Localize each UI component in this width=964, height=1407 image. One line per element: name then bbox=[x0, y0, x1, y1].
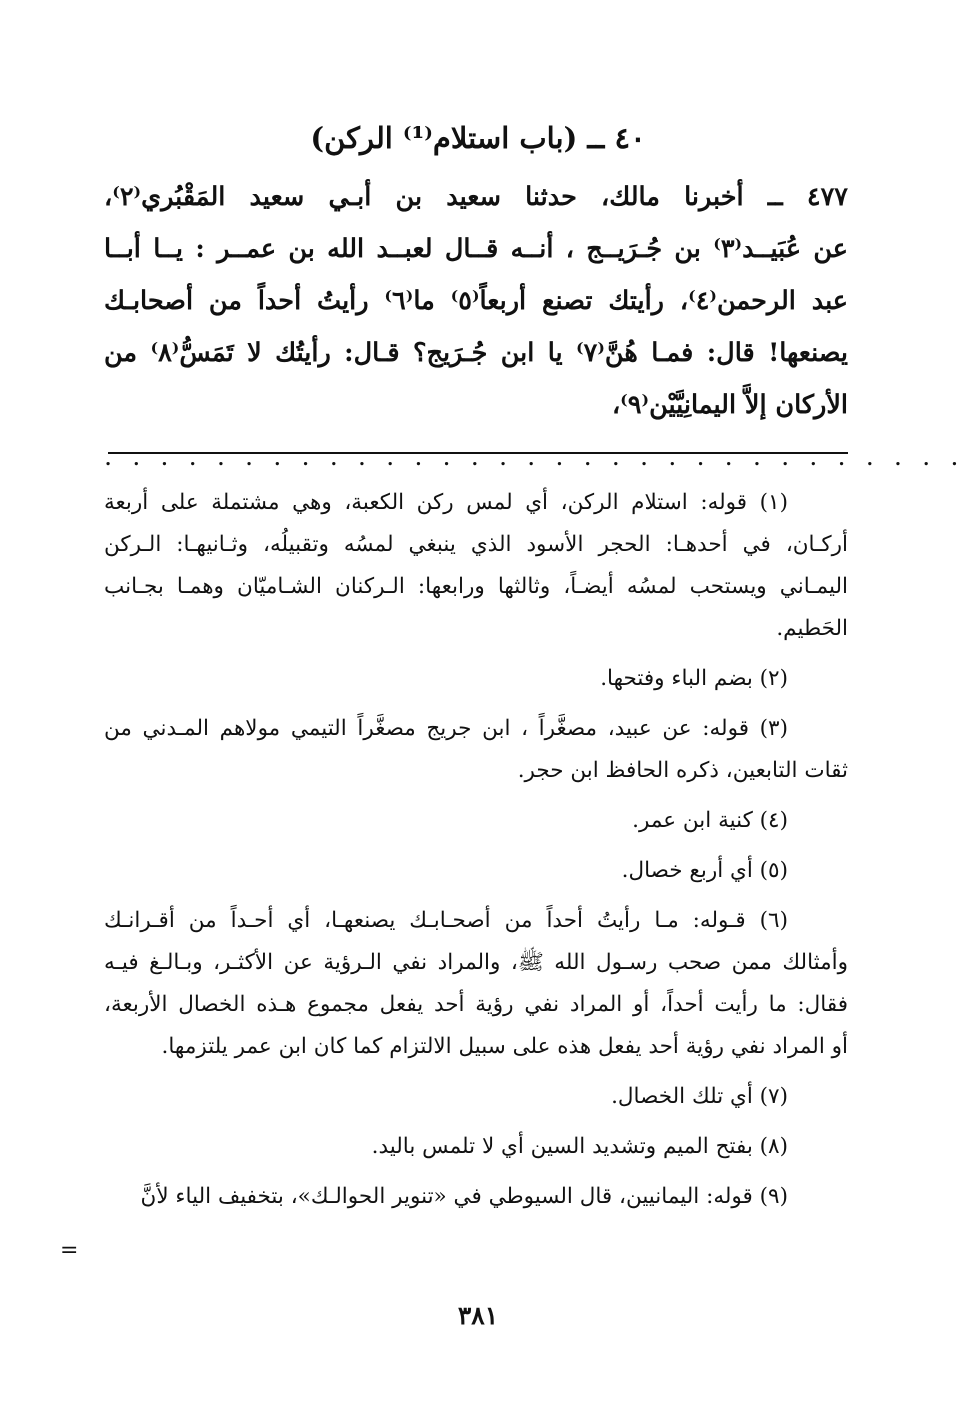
footnote-6-line: (٦) قـوله: مـا رأيتُ أحداً من أصحـابـك يصنعهـا، أي أحـداً من أقـرانـك bbox=[104, 908, 788, 933]
footnote-6-line: فقال: ما رأيت أحداً، أو المراد نفي رؤية أحد يفعل مجموع هـذه الخصال الأربعة، bbox=[104, 992, 848, 1017]
footnote-8: (٨) بفتح الميم وتشديد السين أي لا تلمس باليد. bbox=[371, 1134, 788, 1159]
footnote-7: (٧) أي تلك الخصال. bbox=[611, 1084, 788, 1109]
hadith-line-text: الأركان إلاَّ اليمانِيَّيْن⁽٩⁾، bbox=[611, 390, 848, 420]
footnote-separator bbox=[108, 452, 848, 454]
footnote-6-line: أو المراد نفي رؤية أحد يفعل هذه على سبيل الالتزام كما كان ابن عمر يلتزمها. bbox=[161, 1034, 848, 1059]
ellipsis-dots: . . . . . . . . . . . . . . . . . . . . . . . . . . . . . . . bbox=[104, 442, 964, 472]
footnote-gap bbox=[104, 1168, 848, 1176]
hadith-line: عن عُبَيــد⁽٣⁾ بن جُـرَيــج ، أنــه قــال لعبــد الله بن عمــر : يــا أبــا bbox=[104, 234, 849, 264]
footnote-1-line: أركـان، في أحدهـا: الحجر الأسود الذي ينبغي لمسُه وتقبيلُه، وثـانيهـا: الـركن bbox=[104, 532, 848, 557]
footnote-gap bbox=[104, 792, 848, 800]
footnote-3-line: ثقات التابعين، ذكره الحافظ ابن حجر. bbox=[517, 758, 848, 783]
footnote-5: (٥) أي أربع خصال. bbox=[621, 858, 788, 883]
footnote-gap bbox=[104, 1068, 848, 1076]
footnote-2: (٢) بضم الباء وفتحها. bbox=[600, 666, 788, 691]
footnote-1-line: الحَطيم. bbox=[776, 616, 848, 641]
hadith-line: عبد الرحمن⁽٤⁾، رأيتك تصنع أربعاً⁽٥⁾ ما⁽٦⁾ رأيتُ أحداً من أصحابـك bbox=[104, 286, 849, 316]
footnote-gap bbox=[104, 650, 848, 658]
footnote-gap bbox=[104, 842, 848, 850]
footnote-3-line: (٣) قوله: عن عبيد، مصغَّراً ، ابن جريج مصغَّراً التيمي مولاهم المـدني من bbox=[104, 716, 788, 741]
footnote-1-line: اليمـاني ويستحب لمسُه أيضـاً، وثالثها ورابعها: الـركنان الشـاميّان وهمـا بجـانب bbox=[104, 574, 848, 599]
hadith-text bbox=[104, 171, 964, 483]
hadith-line-last bbox=[104, 379, 964, 472]
footnote-1-line: (١) قوله: استلام الركن، أي لمس ركن الكعبة، وهي مشتملة على أربعة bbox=[104, 490, 788, 515]
footnote-gap bbox=[104, 892, 848, 900]
hadith-line: ٤٧٧ ــ أخبرنا مالك، حدثنا سعيد بن أبـي سعيد المَقْبُري⁽٢⁾، bbox=[104, 182, 848, 212]
page-number: ٣٨١ bbox=[457, 1301, 499, 1330]
footnote-6-line: وأمثالك ممن صحب رسـول الله ﷺ، والمراد نفي الـرؤية عن الأكثـر، وبـالـغ فيـه bbox=[104, 950, 848, 975]
footnotes bbox=[104, 482, 848, 1218]
chapter-title: ٤٠ ــ (باب استلام⁽¹⁾ الركن) bbox=[310, 121, 646, 155]
footnote-4: (٤) كنية ابن عمر. bbox=[632, 808, 788, 833]
hadith-line: يصنعها! قال: فمـا هُنَّ⁽٧⁾ يا ابن جُـرَيج؟ قـال: رأيتُك لا تَمَسُّ⁽٨⁾ من bbox=[104, 338, 848, 368]
continuation-mark: = bbox=[60, 1238, 79, 1263]
footnote-9: (٩) قوله: اليمانيين، قال السيوطي في «تنوير الحوالـك»، بتخفيف الياء لأنَّ bbox=[140, 1184, 788, 1209]
footnote-gap bbox=[104, 700, 848, 708]
footnote-gap bbox=[104, 1118, 848, 1126]
